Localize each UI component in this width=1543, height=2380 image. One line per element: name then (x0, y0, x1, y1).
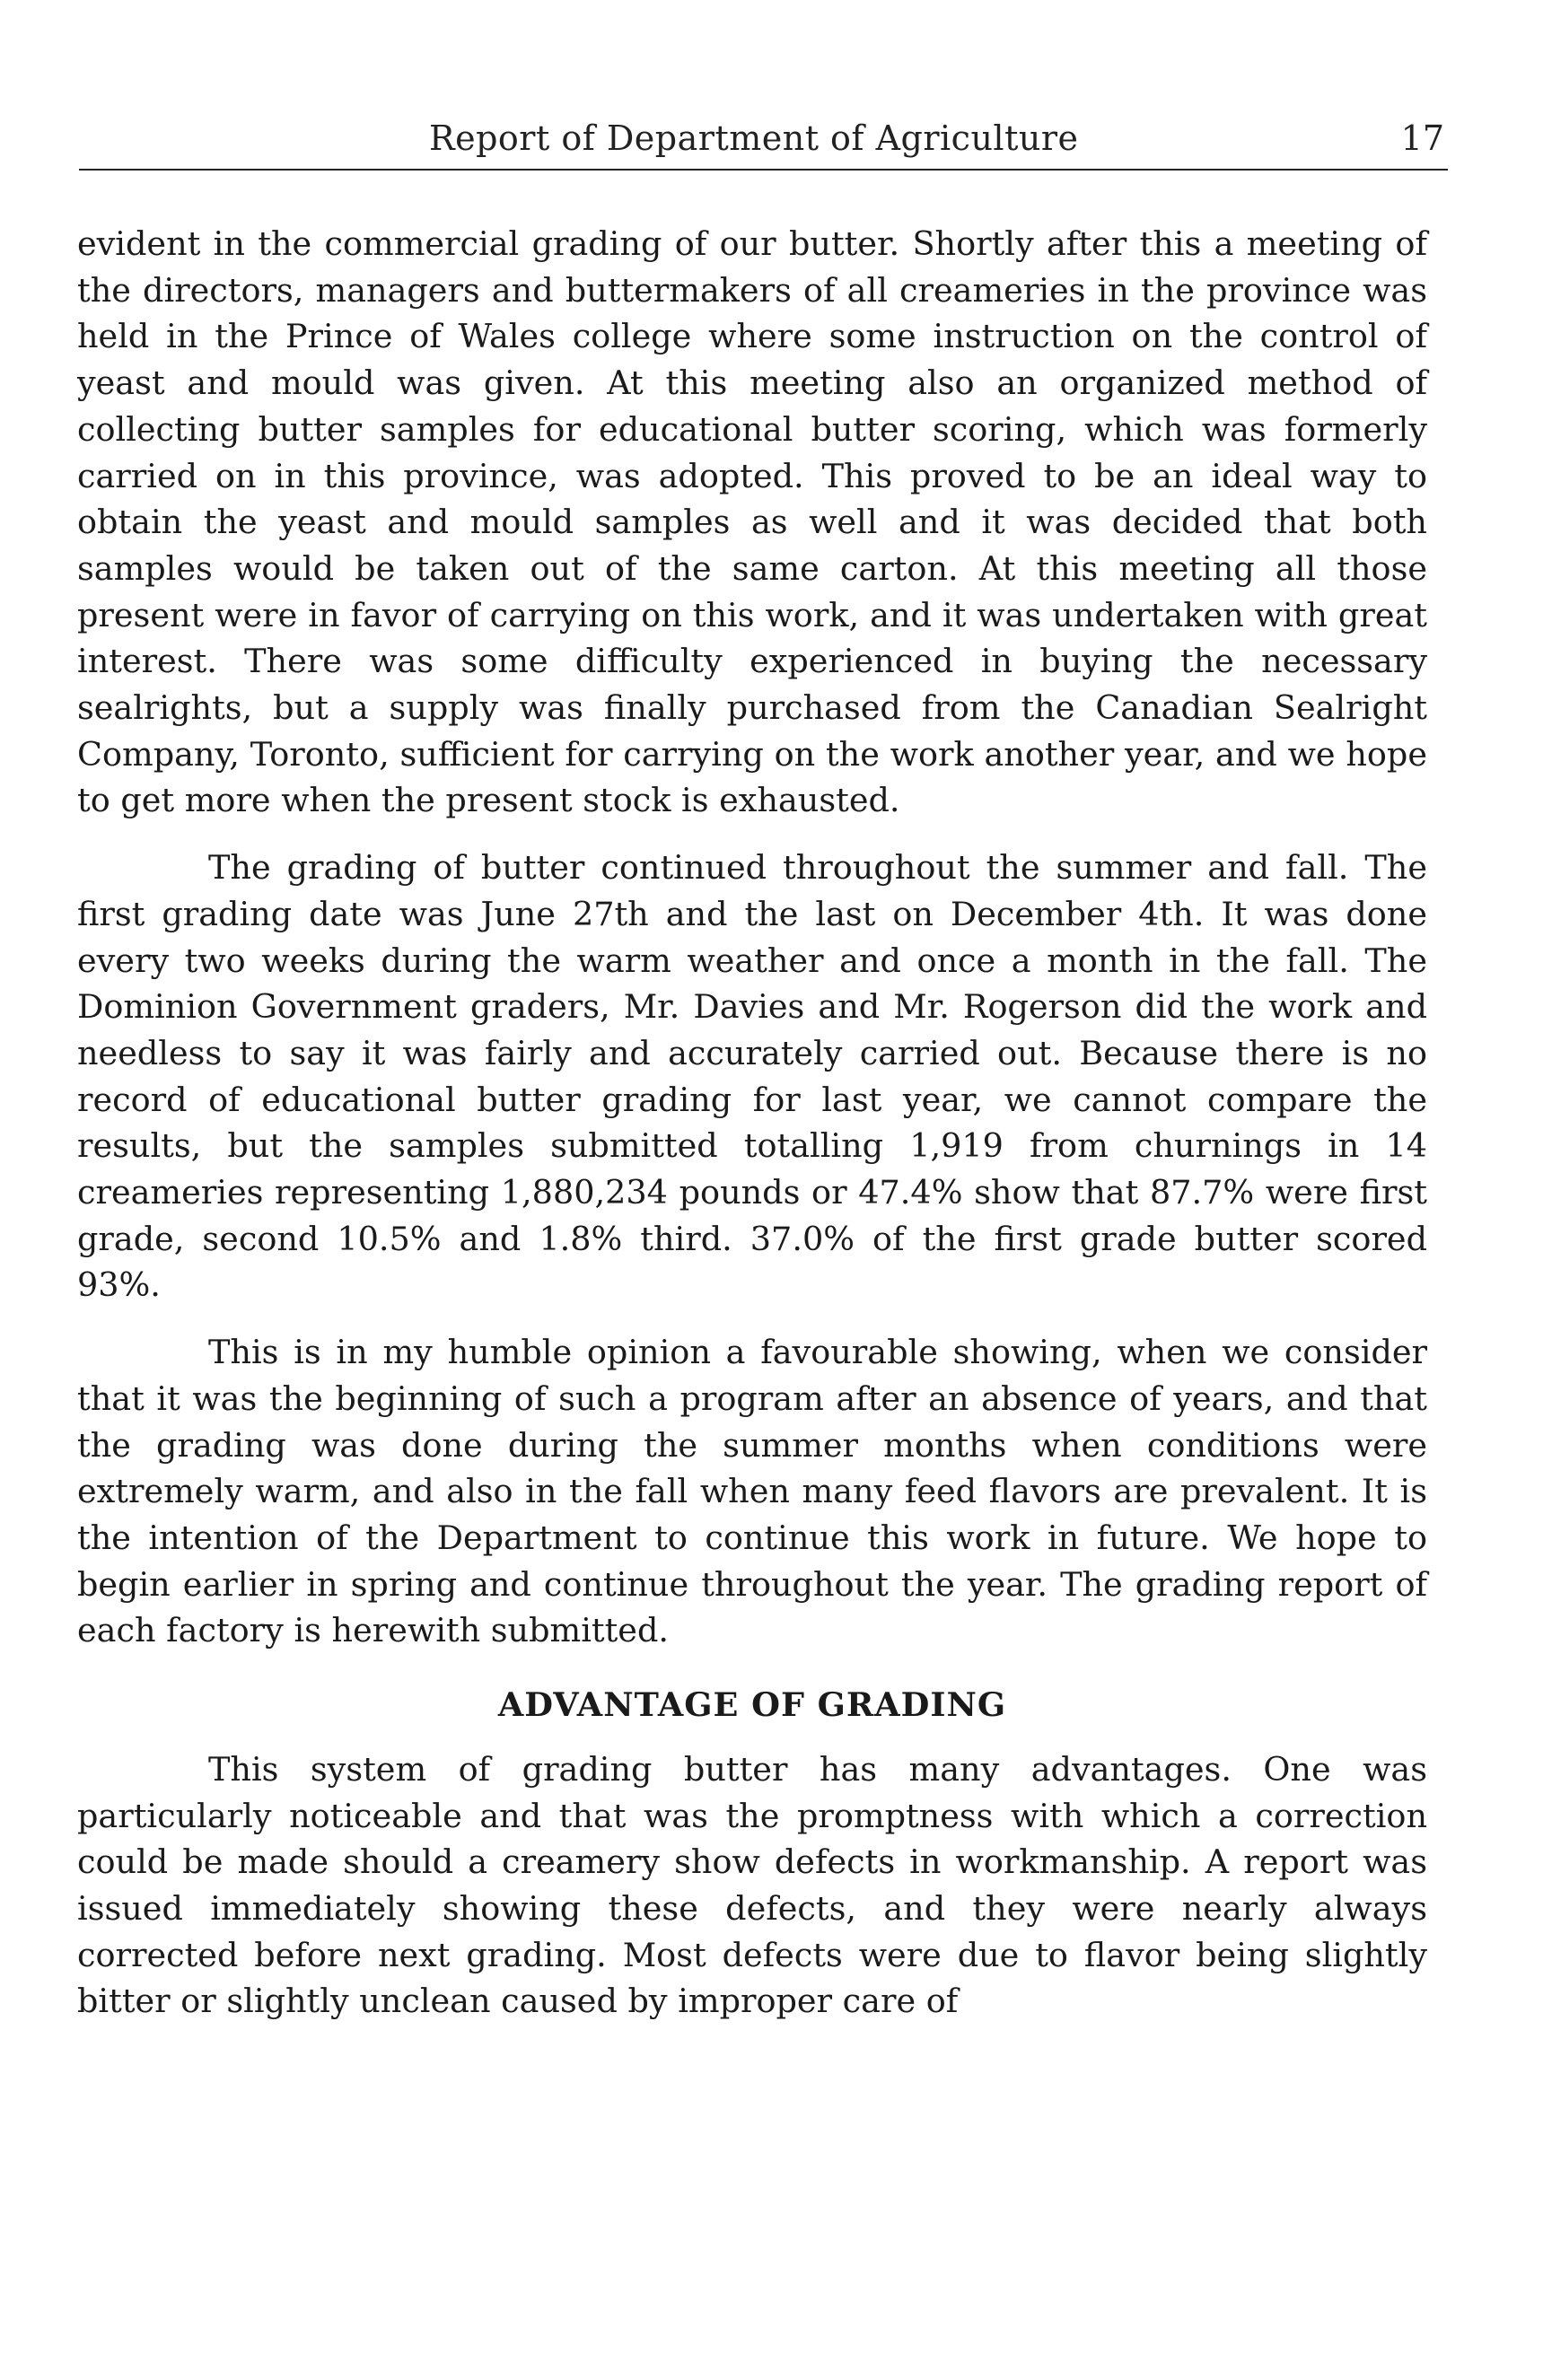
section-heading: ADVANTAGE OF GRADING (497, 1685, 1007, 1725)
page-number: 17 (1400, 118, 1444, 158)
paragraph-advantages: This system of grading butter has many advantages. One was particularly noticeable and that was the promptness with which a correction could be made should a creamery show defects in workmanship. A report was issued immediately showing these defects, and they were nearly always corrected before next grading. Most defects were due to flavor being slightly bitter or slightly unclean caused by improper care of (77, 1749, 1427, 2021)
running-header (79, 115, 1448, 171)
running-title: Report of Department of Agriculture (429, 118, 1079, 158)
body-text (77, 221, 1427, 2025)
paragraph-grading-results: The grading of butter continued throughout the summer and fall. The first grading date was June 27th and the last on December 4th. It was done every two weeks during the warm weather and once a month in the fall. The Dominion Government graders, Mr. Davies and Mr. Rogerson did the work and needless to say it was fairly and accurately carried out. Because there is no record of educational butter grading for last year, we cannot compare the results, but the samples submitted totalling 1,919 from churnings in 14 creameries representing 1,880,234 pounds or 47.4% show that 87.7% were first grade, second 10.5% and 1.8% third. 37.0% of the first grade butter scored 93%. (77, 848, 1427, 1305)
paragraph-continued: evident in the commercial grading of our butter. Shortly after this a meeting of the directors, managers and buttermakers of all creameries in the province was held in the Prince of Wales college where some instruction on the control of yeast and mould was given. At this meeting also an organized method of collecting butter samples for educational butter scoring, which was formerly carried on in this province, was adopted. This proved to be an ideal way to obtain the yeast and mould samples as well and it was decided that both samples would be taken out of the same carton. At this meeting all those present were in favor of carrying on this work, and it was undertaken with great interest. There was some difficulty experienced in buying the necessary sealrights, but a supply was finally purchased from the Canadian Sealright Company, Toronto, sufficient for carrying on the work another year, and we hope to get more when the present stock is exhausted. (77, 224, 1427, 820)
paragraph-opinion: This is in my humble opinion a favourable showing, when we consider that it was the beginning of such a program after an absence of years, and that the grading was done during the summer months when conditions were extremely warm, and also in the fall when many feed flavors are prevalent. It is the intention of the Department to continue this work in future. We hope to begin earlier in spring and continue throughout the year. The grading report of each factory is herewith submitted. (77, 1333, 1427, 1650)
